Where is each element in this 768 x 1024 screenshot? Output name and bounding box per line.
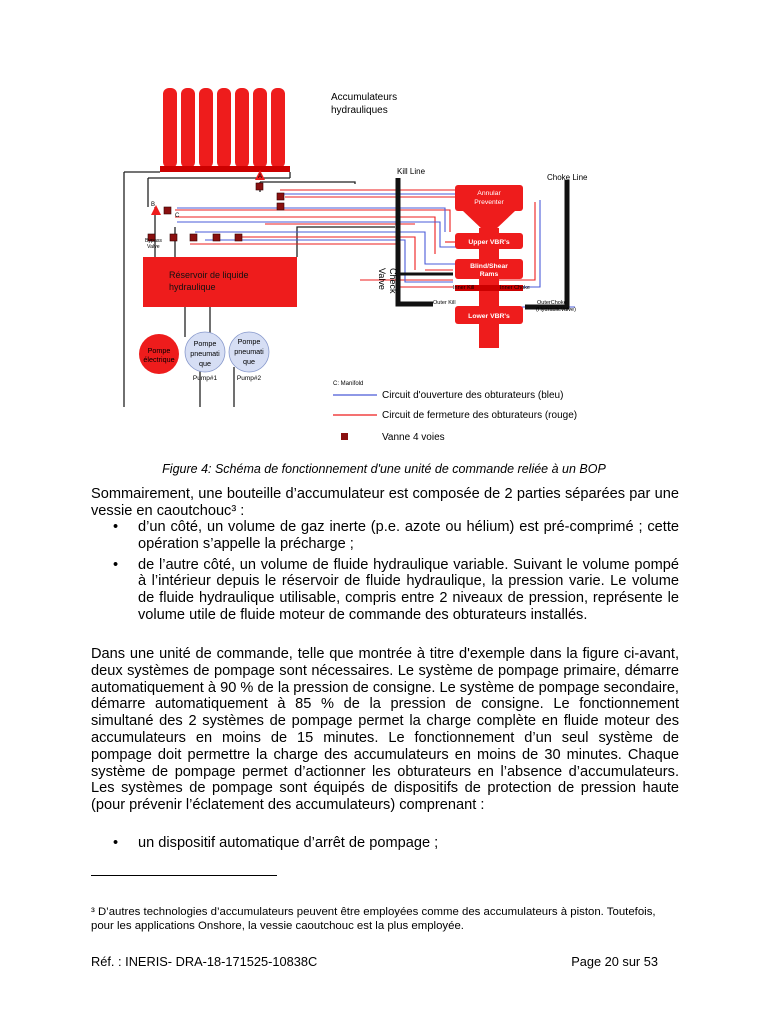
figure-legend bbox=[333, 381, 577, 443]
bullet-symbol: • bbox=[113, 835, 119, 851]
reservoir-label-2: hydraulique bbox=[169, 282, 216, 292]
figure-caption: Figure 4: Schéma de fonctionnement d'une unité de commande reliée à un BOP bbox=[162, 462, 606, 476]
annular-preventer-label-2: Preventer bbox=[474, 199, 504, 206]
paragraph-1: Sommairement, une bouteille d’accumulateur est composée de 2 parties séparées par une vessie en caoutchouc³ : bbox=[91, 486, 679, 519]
svg-text:Valve: Valve bbox=[377, 268, 387, 290]
bop-control-unit-diagram bbox=[115, 82, 615, 454]
reservoir-label-1: Réservoir de liquide bbox=[169, 270, 249, 280]
annular-preventer-label-1: Annular bbox=[477, 190, 501, 197]
valve-a-label: A bbox=[258, 174, 263, 180]
hydraulic-reservoir bbox=[143, 257, 297, 307]
svg-text:Check: Check bbox=[388, 268, 398, 294]
pump2-label-2: pneumati bbox=[234, 347, 264, 356]
bullet-text: d’un côté, un volume de gaz inerte (p.e. azote ou hélium) est pré-comprimé ; cette opération s’appelle la précharge ; bbox=[138, 519, 679, 552]
kill-line-label: Kill Line bbox=[397, 167, 426, 176]
accumulators-label-1: Accumulateurs bbox=[331, 92, 398, 103]
valve-b-label: B bbox=[151, 202, 156, 208]
lower-vbr-label: Lower VBR's bbox=[468, 313, 510, 320]
hydraulic-valve-label: (HydraulicValve) bbox=[536, 307, 576, 313]
bypass-valve-label-2: Valve bbox=[147, 244, 160, 250]
bullet-list bbox=[91, 519, 679, 628]
legend-valve: Vanne 4 voies bbox=[382, 432, 445, 443]
legend-red-circuit: Circuit de fermeture des obturateurs (rouge) bbox=[382, 410, 578, 421]
legend-blue-circuit: Circuit d'ouverture des obturateurs (bleu) bbox=[382, 390, 564, 401]
pump2-label-1: Pompe bbox=[237, 337, 261, 346]
bullet-symbol: • bbox=[113, 519, 119, 535]
pump-electric-label-1: Pompe bbox=[147, 346, 171, 355]
check-valve-label bbox=[377, 268, 398, 294]
pump-electric-label-2: électrique bbox=[143, 355, 175, 364]
paragraph-2: Dans une unité de commande, telle que montrée à titre d'exemple dans la figure ci-avant, deux systèmes de pompage sont nécessaires. Le système de pompage primaire, démarre automatiquement à 90 % de la pression de consigne. Le système de pompage secondaire, démarre automatiquement à 85 % de la pression de consigne. Le fonctionnement simultané des 2 systèmes de pompage permet la charge complète en fluide moteur des accumulateurs en moins de 15 minutes. Le fonctionnement d’un seul système de pompage doit permettre la charge des accumulateurs en moins de 30 minutes. Chaque système de pompage permet d’actionner les obturateurs en l’absence d’accumulateurs. Les systèmes de pompage sont équipés de dispositifs de protection de pression haute (pour prévenir l’éclatement des accumulateurs) comprenant : bbox=[91, 646, 679, 814]
inner-kill-label: Inner Kill bbox=[453, 285, 475, 291]
accumulators-label-2: hydrauliques bbox=[331, 105, 388, 116]
footer-page-number: Page 20 sur 53 bbox=[571, 954, 658, 969]
list-item bbox=[91, 557, 679, 624]
outer-choke-label: OuterChoke bbox=[537, 300, 567, 306]
pump1-label-3: que bbox=[199, 359, 211, 368]
legend-manifold: C: Manifold bbox=[333, 381, 364, 387]
blind-shear-label-2: Rams bbox=[479, 271, 499, 278]
pump2-tag: Pump#2 bbox=[236, 375, 262, 382]
list-item bbox=[91, 519, 679, 553]
bullet-symbol: • bbox=[113, 556, 119, 573]
bypass-valve-label-1: Bypass bbox=[145, 238, 163, 244]
accumulator-bottles bbox=[160, 88, 290, 172]
choke-line-label: Choke Line bbox=[547, 173, 588, 182]
pump1-tag: Pump#1 bbox=[192, 375, 218, 382]
footer-reference: Réf. : INERIS- DRA-18-171525-10838C bbox=[91, 954, 318, 969]
bullet-text: un dispositif automatique d’arrêt de pompage ; bbox=[138, 835, 439, 851]
upper-vbr-label: Upper VBR's bbox=[468, 239, 510, 246]
blind-shear-label-1: Blind/Shear bbox=[470, 263, 508, 270]
footnote: ³ D’autres technologies d’accumulateurs peuvent être employées comme des accumulateurs à piston. Toutefois, pour les applications Onshore, la vessie caoutchouc est la plus employée. bbox=[91, 906, 656, 932]
bullet-text: de l’autre côté, un volume de fluide hydraulique variable. Suivant le volume pompé à l’intérieur depuis le réservoir de fluide hydraulique, la pression varie. Le volume de fluide hydraulique utilisable, compris entre 2 niveaux de pression, représente le volume utile de fluide moteur de commande des obturateurs installés. bbox=[138, 556, 679, 623]
inner-choke-label: Inner Choke bbox=[500, 285, 530, 291]
pump2-label-3: que bbox=[243, 357, 255, 366]
pump1-label-1: Pompe bbox=[193, 339, 217, 348]
footnote-separator bbox=[91, 875, 277, 876]
outer-kill-label: Outer Kill bbox=[433, 300, 456, 306]
pump1-label-2: pneumati bbox=[190, 349, 220, 358]
valve-c-label: C bbox=[175, 213, 180, 219]
